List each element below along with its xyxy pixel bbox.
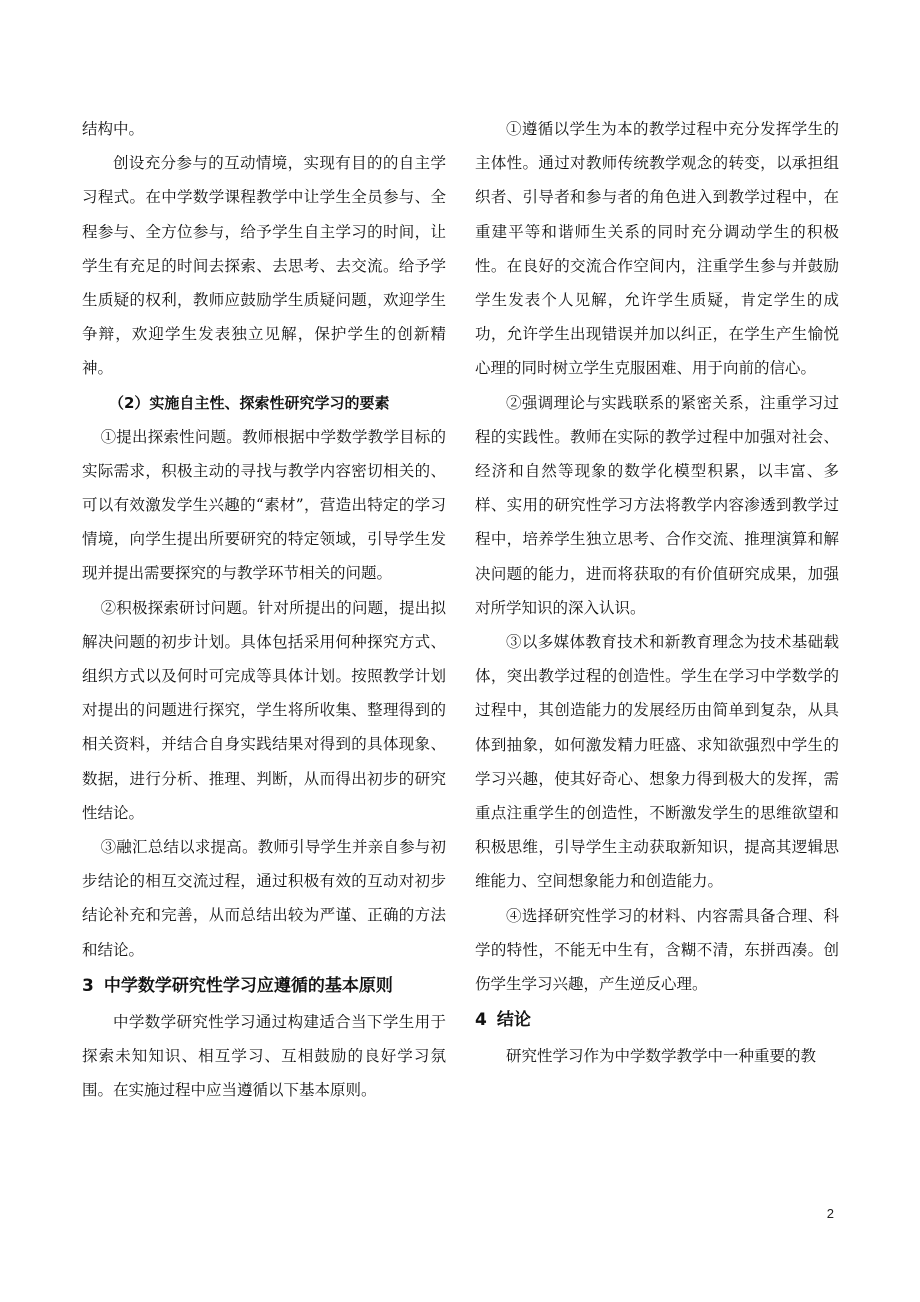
paragraph: ③以多媒体教育技术和新教育理念为技术基础载体，突出教学过程的创造性。学生在学习中学数学的过程中，其创造能力的发展经历由简单到复杂，从具体到抽象，如何激发精力旺盛、求知欲强烈中学生的学习兴趣，使其好奇心、想象力得到极大的发挥，需重点注重学生的创造性，不断激发学生的思维欲望和积极思维，引导学生主动获取新知识，提高其逻辑思维能力、空间想象能力和创造能力。 — [475, 633, 839, 891]
paragraph: 创设充分参与的互动情境，实现有目的的自主学习程式。在中学数学课程教学中让学生全员参与、全程参与、全方位参与，给予学生自主学习的时间，让学生有充足的时间去探索、去思考、去交流。给予学生质疑的权利，教师应鼓励学生质疑问题，欢迎学生争辩，欢迎学生发表独立见解，保护学生的创新精神。 — [82, 154, 446, 378]
paragraph: ①提出探索性问题。教师根据中学数学教学目标的实际需求，积极主动的寻找与教学内容密切相关的、可以有效激发学生兴趣的“素材”，营造出特定的学习情境，向学生提出所要研究的特定领域，引导学生发现并提出需要探究的与教学环节相关的问题。 — [82, 427, 446, 583]
paragraph: ③融汇总结以求提高。教师引导学生并亲自参与初步结论的相互交流过程，通过积极有效的互动对初步结论补充和完善，从而总结出较为严谨、正确的方法和结论。 — [82, 838, 446, 959]
section-number: 4 — [475, 1010, 487, 1031]
section-heading — [82, 967, 446, 1005]
page-number: 2 — [826, 1206, 834, 1221]
paragraph: 研究性学习作为中学数学教学中一种重要的教 — [506, 1047, 817, 1066]
paragraph: 中学数学研究性学习通过构建适合当下学生用于探索未知知识、相互学习、互相鼓励的良好学习氛围。在实施过程中应当遵循以下基本原则。 — [82, 1012, 446, 1100]
right-column — [475, 112, 839, 1073]
section-number: 3 — [82, 975, 94, 996]
paragraph: ④选择研究性学习的材料、内容需具备合理、科学的特性，不能无中生有，含糊不清，东拼西凑。创伤学生学习兴趣，产生逆反心理。 — [475, 906, 839, 994]
subheading: （2）实施自主性、探索性研究学习的要素 — [109, 393, 390, 412]
section-heading — [475, 1001, 839, 1039]
paragraph: ②强调理论与实践联系的紧密关系，注重学习过程的实践性。教师在实际的教学过程中加强对社会、经济和自然等现象的数学化模型积累，以丰富、多样、实用的研究性学习方法将教学内容渗透到教学过程中，培养学生独立思考、合作交流、推理演算和解决问题的能力，进而将获取的有价值研究成果，加强对所学知识的深入认识。 — [475, 393, 839, 617]
paragraph: ②积极探索研讨问题。针对所提出的问题，提出拟解决问题的初步计划。具体包括采用何种探究方式、组织方式以及何时可完成等具体计划。按照教学计划对提出的问题进行探究，学生将所收集、整理得到的相关资料，并结合自身实践结果对得到的具体现象、数据，进行分析、推理、判断，从而得出初步的研究性结论。 — [82, 598, 446, 822]
section-title: 结论 — [496, 1010, 531, 1031]
paragraph: 结构中。 — [82, 120, 145, 138]
left-column — [82, 112, 446, 1107]
paragraph: ①遵循以学生为本的教学过程中充分发挥学生的主体性。通过对教师传统教学观念的转变，以承担组织者、引导者和参与者的角色进入到教学过程中，在重建平等和谐师生关系的同时充分调动学生的积极性。在良好的交流合作空间内，注重学生参与并鼓励学生发表个人见解，允许学生质疑，肯定学生的成功，允许学生出现错误并加以纠正，在学生产生愉悦心理的同时树立学生克服困难、用于向前的信心。 — [475, 120, 839, 378]
section-title: 中学数学研究性学习应遵循的基本原则 — [103, 975, 393, 996]
